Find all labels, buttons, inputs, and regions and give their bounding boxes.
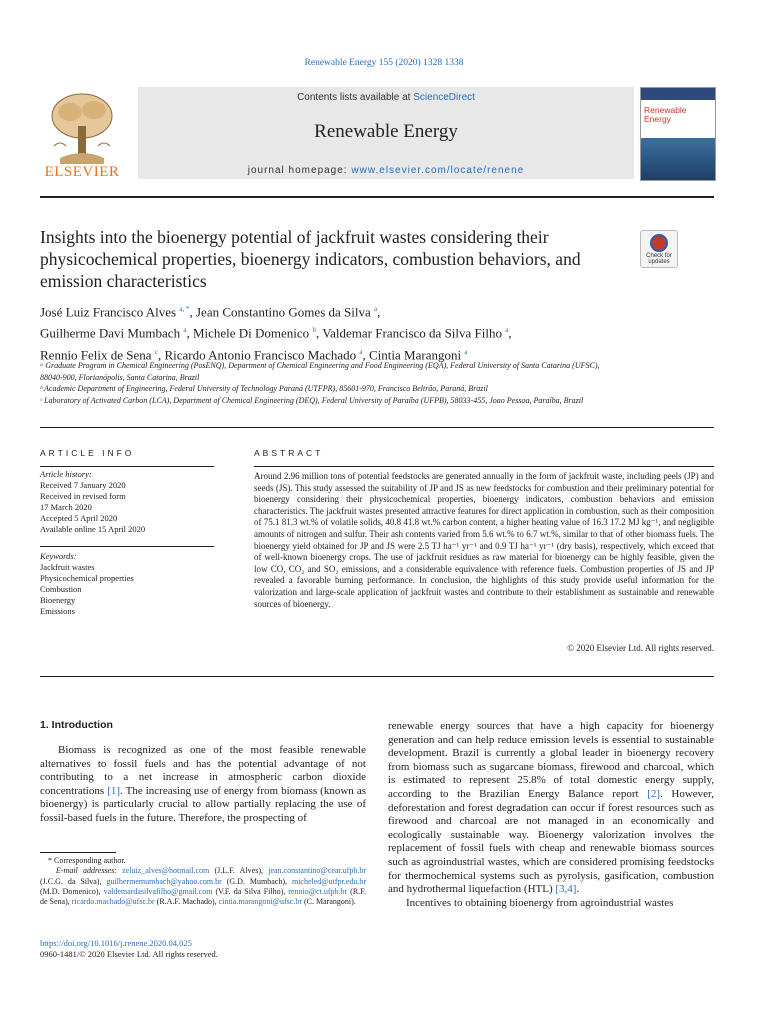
issn-line: 0960-1481/© 2020 Elsevier Ltd. All rights reserved. — [40, 949, 218, 959]
email-link[interactable]: zeluiz_alves@hotmail.com — [122, 866, 210, 876]
homepage-prefix: journal homepage: — [247, 165, 352, 176]
author-affil-link[interactable]: b — [312, 326, 316, 335]
doi-block — [40, 938, 366, 960]
article-info-heading: ARTICLE INFO — [40, 448, 135, 458]
author-separator: , — [508, 325, 512, 341]
email-link[interactable]: jean.constantino@cear.ufpb.br — [268, 866, 366, 876]
journal-cover-thumbnail[interactable] — [640, 87, 716, 181]
email-owner: (G.D. Mumbach), — [221, 876, 292, 886]
keywords-rule — [40, 546, 214, 547]
email-owner: (R.F. de Sena), — [40, 886, 366, 907]
keyword: Physicochemical properties — [40, 573, 134, 583]
keyword: Bioenergy — [40, 595, 76, 605]
article-info — [40, 469, 214, 535]
elsevier-logo — [40, 86, 124, 180]
email-addresses — [40, 866, 366, 907]
corresponding-author-note: * Corresponding author. — [48, 856, 126, 865]
crossmark-icon — [650, 234, 668, 252]
keywords-label: Keywords: — [40, 551, 77, 561]
author-name: Rennio Felix de Sena — [40, 346, 155, 362]
author-name: , Ricardo Antonio Francisco Machado — [157, 346, 360, 362]
abstract-heading: ABSTRACT — [254, 448, 324, 458]
author-affil-link[interactable]: a — [464, 347, 468, 356]
email-owner: (V.F. da Silva Filho), — [212, 886, 289, 896]
author-name: Guilherme Davi Mumbach — [40, 325, 184, 341]
author-name: José Luiz Francisco Alves — [40, 304, 180, 320]
affiliations — [40, 360, 620, 406]
paragraph-text: Biomass is recognized as one of the most feasible renewable alternatives to fossil fuels and has the potential advantage of not contributing to a net increase in atmospheric carbon dioxide concentrations — [40, 744, 366, 797]
journal-citation[interactable]: Renewable Energy 155 (2020) 1328 1338 — [304, 58, 464, 68]
footnote-rule — [40, 852, 116, 853]
history-item: Accepted 5 April 2020 — [40, 513, 118, 523]
affiliation-c: ᶜ Laboratory of Activated Carbon (LCA), Department of Chemical Engineering (DEQ), Federal University of Paraíba (UFPB), 58033-455, Joao Pessoa, Paraíba, Brazil — [40, 395, 584, 405]
cover-image — [641, 138, 715, 180]
author-affil-link[interactable]: a — [505, 326, 509, 335]
right-column-paragraph — [388, 720, 714, 910]
email-link[interactable]: rennio@ct.ufpb.br — [288, 886, 348, 896]
paragraph-text: . The increasing use of energy from biomass (known as bioenergy) is particularly crucial to allow partially replacing the use of fossil-based fuels in the future. Therefore, the prospecting of — [40, 784, 366, 824]
abstract-divider — [40, 676, 714, 677]
paragraph-text: . However, deforestation and forest degradation can occur if forest resources such as firewood and charcoal are not managed in an economically and ecologically sustainable way. Bioenergy valorization involves the replacement of fossil fuels with cheap and renewable biomass sources such as agroindustrial wastes, which are considered promising feedstocks for thermochemical systems such as pyrolysis, gasification, combustion and hydrothermal liquefaction (HTL) — [388, 787, 714, 896]
check-for-updates-badge[interactable] — [640, 230, 678, 268]
reference-link[interactable]: [1] — [107, 784, 121, 797]
crossmark-label: Check for updates — [646, 253, 672, 265]
cover-title: Renewable Energy — [644, 105, 687, 124]
contents-prefix: Contents lists available at — [297, 92, 414, 103]
paragraph-text: renewable energy sources that have a high capacity for bioenergy generation and can help reduce emission levels is essential to sustainable development. Brazil is currently a global leader in bioenergy recovery from biomass such as sugarcane biomass, firewood and charcoal, which is estimated to represent 25.8% of total domestic energy supply, according to the Brazilian Energy Balance report — [388, 720, 714, 800]
keyword: Jackfruit wastes — [40, 562, 95, 572]
elsevier-wordmark: ELSEVIER — [44, 164, 120, 180]
email-owner: (J.L.F. Alves), — [209, 866, 269, 876]
affiliation-a: ᵃ Graduate Program in Chemical Engineering (PosENQ), Department of Chemical Engineering and Food Engineering (EQA), Federal University of Santa Catarina (UFSC), 88040-900, Florianópolis, Santa Catarina, Brazil — [40, 361, 600, 382]
author-name: , Jean Constantino Gomes da Silva — [189, 304, 374, 320]
doi-link[interactable]: https://doi.org/10.1016/j.renene.2020.04.025 — [40, 938, 192, 948]
author-line-2 — [40, 321, 680, 342]
introduction-heading: 1. Introduction — [40, 719, 113, 731]
keyword: Emissions — [40, 606, 75, 616]
author-affil-link[interactable]: a — [359, 347, 363, 356]
header-divider — [40, 196, 714, 198]
history-item: Received in revised form — [40, 491, 126, 501]
history-label: Article history: — [40, 469, 92, 479]
email-label: E-mail addresses: — [56, 866, 123, 876]
footnote — [40, 856, 366, 907]
journal-homepage-line — [138, 165, 634, 176]
email-owner: (J.C.G. da Silva), — [40, 876, 107, 886]
history-item: 17 March 2020 — [40, 502, 92, 512]
left-column-paragraph — [40, 744, 366, 826]
author-affil-link[interactable]: a — [374, 305, 378, 313]
email-owner: (R.A.F. Machado), — [154, 897, 219, 907]
keywords — [40, 551, 214, 617]
sciencedirect-link[interactable]: ScienceDirect — [413, 92, 475, 103]
article-title: Insights into the bioenergy potential of jackfruit wastes considering their physicochemical properties, bioenergy indicators, combustion behaviors, and emission characteristics — [40, 227, 581, 291]
paragraph-text: Incentives to obtaining bioenergy from agroindustrial wastes — [406, 896, 674, 909]
author-list — [40, 300, 680, 364]
history-item: Available online 15 April 2020 — [40, 524, 146, 534]
email-link[interactable]: cintia.marangoni@ufsc.br — [218, 897, 303, 907]
abstract-copyright: © 2020 Elsevier Ltd. All rights reserved. — [567, 643, 714, 653]
author-name: , Michele Di Domenico — [186, 325, 313, 341]
author-affil-link[interactable]: a — [183, 326, 187, 335]
paragraph-text: . — [576, 883, 580, 896]
keyword: Combustion — [40, 584, 82, 594]
cover-top-bar — [641, 88, 715, 100]
affiliation-b: ᵇ Academic Department of Engineering, Federal University of Technology Paraná (UTFPR), 85601-970, Francisco Beltrão, Paraná, Brazil — [40, 384, 488, 393]
homepage-link[interactable]: www.elsevier.com/locate/renene — [351, 165, 525, 176]
contents-line — [138, 92, 634, 103]
reference-link[interactable]: [3,4] — [555, 883, 577, 896]
history-item: Received 7 January 2020 — [40, 480, 126, 490]
author-name: , Valdemar Francisco da Silva Filho — [315, 325, 506, 341]
author-affil-link[interactable]: a, * — [179, 305, 190, 313]
abstract-text: Around 2.96 million tons of potential feedstocks are generated annually in the form of jackfruit waste, including peels (JP) and seeds (JS). This study assessed the suitability of JP and JS as new feedstocks for combustion and their preliminary potential for bioenergy considering their physicochemical properties, bioenergy indicators, combustion behaviors and emission characteristics. The jackfruit wastes presented attractive features for direct application in combustion, such as their composition of 75.1 81.3 wt.% of volatile solids, 40.8 41.8 wt.% carbon content, a higher heating value of 16.3 17.2 MJ kg⁻¹, and negligible amounts of nitrogen and sulfur. Their ash contents varied from 5.6 wt.% to 6.7 wt.%, similar to that of other biomass fuels. The bioenergy yield obtained for JP and JS were 2.5 TJ ha⁻¹ yr⁻¹ and 0.9 TJ ha⁻¹ yr⁻¹ (dry basis), respectively, which exceed that of well-known bioenergy crops. The use of jackfruit residues as raw material for bioenergy can be highly feasible, given the low CO, CO₂ and SO₂ emissions, and a considerable equivalence with reference fuels. Combustion properties of JS and JP revealed a favorable burning performance. In conclusion, the highlights of this study provide useful information for the valorization and large-scale application of jackfruit wastes and contribute to their establishment as sustainable and renewable sources of bioenergy. — [254, 471, 714, 609]
email-owner: (C. Marangoni). — [302, 897, 356, 907]
email-link[interactable]: ricardo.machado@ufsc.br — [71, 897, 155, 907]
author-name: , Cintia Marangoni — [362, 346, 465, 362]
email-link[interactable]: valdemardasilvafilho@gmail.com — [103, 886, 213, 896]
abstract-rule — [254, 466, 714, 467]
email-owner: (M.D. Domenico), — [40, 886, 104, 896]
author-affil-link[interactable]: c — [154, 347, 158, 356]
email-link[interactable]: guilhermemumbach@yahoo.com.br — [106, 876, 222, 886]
author-separator: , — [377, 304, 381, 320]
journal-banner — [138, 87, 634, 179]
email-link[interactable]: micheled@utfpr.edu.br — [291, 876, 366, 886]
author-line-1 — [40, 300, 680, 321]
affiliation-divider — [40, 427, 714, 428]
reference-link[interactable]: [2] — [647, 787, 661, 800]
journal-title: Renewable Energy — [314, 121, 458, 142]
article-info-rule — [40, 466, 214, 467]
